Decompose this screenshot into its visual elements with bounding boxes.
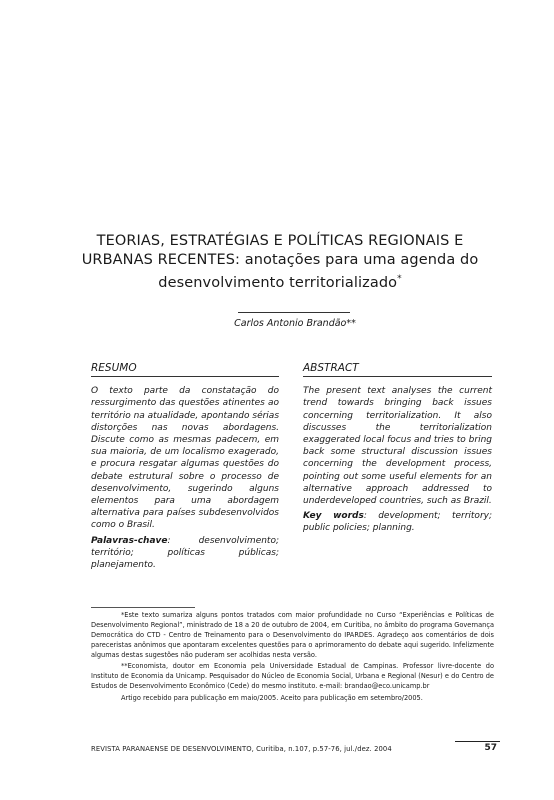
footnotes bbox=[91, 610, 494, 704]
abstract-keywords-list: : development; territory; public policies; planning. bbox=[303, 511, 492, 534]
journal-citation: REVISTA PARANAENSE DE DESENVOLVIMENTO, Curitiba, n.107, p.57-76, jul./dez. 2004 bbox=[91, 745, 392, 753]
article-title bbox=[70, 232, 490, 293]
resumo-keywords-label: Palavras-chave bbox=[91, 535, 168, 546]
abstract-keywords bbox=[303, 510, 492, 534]
resumo-heading: RESUMO bbox=[91, 362, 279, 377]
abstract-keywords-label: Key words bbox=[303, 511, 364, 522]
abstract-text: The present text analyses the current trend towards bringing back issues concerning territorialization. It also discusses the territorialization exaggerated local focus and tries to bring back some structural discussion issues concerning the development process, pointing out some useful elements for an alternative approach addressed to underdeveloped countries, such as Brazil. bbox=[303, 386, 492, 507]
resumo-keywords-list: : desenvolvimento; território; políticas públicas; planejamento. bbox=[91, 535, 279, 571]
abstract-heading: ABSTRACT bbox=[303, 362, 492, 377]
received-note: Artigo recebido para publicação em maio/2005. Aceito para publicação em setembro/2005. bbox=[121, 694, 423, 702]
page-footer bbox=[91, 745, 497, 753]
footer-divider bbox=[455, 741, 500, 742]
footnote-1: *Este texto sumariza alguns pontos tratados com maior profundidade no Curso “Experiências e Políticas de Desenvolvimento Regional”, ministrado de 18 a 20 de outubro de 2004, em Curitiba, no âmbito do programa Governança Democrática do CTD - Centro de Treinamento para o Desenvolvimento do IPARDES. Agradeço aos comentários de dois pareceristas anônimos que apontaram excelentes questões para o aprimoramento do debate aqui sugerido. Infelizmente algumas destas sugestões não puderam ser acolhidas nesta versão. bbox=[91, 611, 494, 659]
resumo-text: O texto parte da constatação do ressurgimento das questões atinentes ao território na atualidade, apontando sérias distorções nas novas abordagens. Discute como as mesmas padecem, em sua maioria, de um localismo exagerado, e procura resgatar algumas questões do debate estrutural sobre o processo de desenvolvimento, sugerindo alguns elementos para uma abordagem alternativa para países subdesenvolvidos como o Brasil. bbox=[91, 386, 280, 531]
footnote-divider bbox=[91, 607, 195, 608]
title-main: TEORIAS, ESTRATÉGIAS E POLÍTICAS REGIONAIS E URBANAS RECENTES: bbox=[81, 233, 464, 268]
title-subtitle: anotações para uma agenda do desenvolvimento territorializado bbox=[158, 252, 479, 291]
abstract-column bbox=[303, 362, 492, 538]
page-number: 57 bbox=[484, 743, 497, 753]
resumo-column bbox=[91, 362, 279, 574]
author-divider bbox=[238, 312, 350, 313]
author-name: Carlos Antonio Brandão** bbox=[234, 318, 356, 329]
footnote-2: **Economista, doutor em Economia pela Universidade Estadual de Campinas. Professor livre-docente do Instituto de Economia da Unicamp. Pesquisador do Núcleo de Economia Social, Urbana e Regional (Nesur) e do Centro de Estudos de Desenvolvimento Econômico (Cede) do mesmo instituto. e-mail: brandao@eco.unicamp.br bbox=[91, 662, 494, 690]
title-footnote-mark: * bbox=[397, 274, 402, 284]
resumo-keywords bbox=[91, 535, 279, 572]
